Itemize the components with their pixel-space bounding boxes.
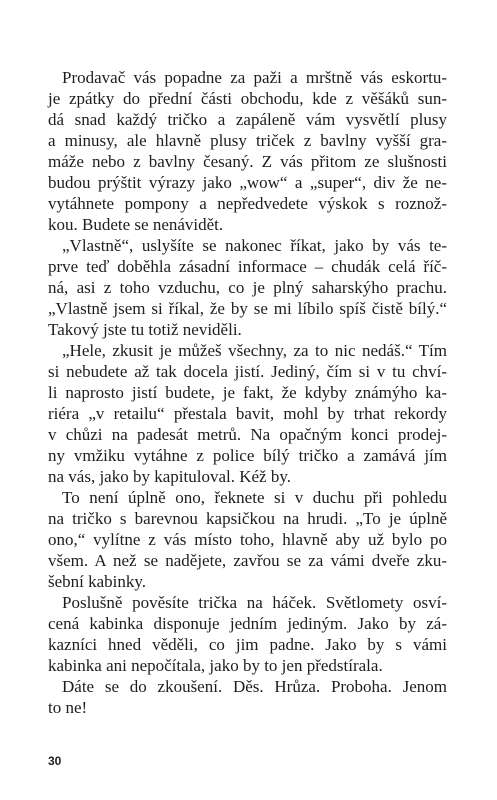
paragraph: [48, 340, 447, 487]
text-line: vytáhnete pompony a nepředvedete výskok s roznož-: [48, 194, 447, 213]
text-line: prve teď doběhla zásadní informace – chudák celá říč-: [48, 257, 447, 276]
text-line: li naprosto jistí budete, je fakt, že kdyby známýho ka-: [48, 383, 447, 402]
text-line: a minusy, ale hlavně plusy triček z bavlny vyšší gra-: [48, 131, 447, 150]
text-line: si nebudete až tak docela jistí. Jediný, čím si v tu chví-: [48, 362, 447, 381]
text-line: „Vlastně jsem si říkal, že by se mi líbilo spíš čistě bílý.“: [48, 299, 447, 318]
page-number: 30: [48, 754, 62, 768]
text-line: šební kabinky.: [48, 572, 147, 591]
text-line: kazníci hned věděli, co jim padne. Jako by s vámi: [48, 635, 447, 654]
paragraph: [48, 235, 447, 340]
text-line: „Vlastně“, uslyšíte se nakonec říkat, jako by vás te-: [62, 236, 447, 255]
text-line: Poslušně pověsíte trička na háček. Světlomety osví-: [62, 593, 447, 612]
text-line: na vás, jako by kapituloval. Kéž by.: [48, 467, 291, 486]
text-line: máže nebo z bavlny česaný. Z vás přitom ze slušnosti: [48, 152, 447, 171]
text-line: všem. A než se nadějete, zavřou se za vámi dveře zku-: [48, 551, 447, 570]
text-line: v chůzi na padesát metrů. Na opačným konci prodej-: [48, 425, 447, 444]
text-line: to ne!: [48, 698, 88, 717]
text-line: dá snad každý tričko a zapáleně vám vysvětlí plusy: [48, 110, 447, 129]
text-line: „Hele, zkusit je můžeš všechny, za to nic nedáš.“ Tím: [62, 341, 447, 360]
text-line: ná, asi z toho vzduchu, co je plný saharskýho prachu.: [48, 278, 447, 297]
paragraph: [48, 487, 447, 592]
paragraph: [48, 592, 447, 676]
text-line: budou prýštit výrazy jako „wow“ a „super“, div že ne-: [48, 173, 447, 192]
text-line: kabinka ani nepočítala, jako by to jen předstírala.: [48, 656, 383, 675]
text-line: cená kabinka disponuje jedním jediným. Jako by zá-: [48, 614, 447, 633]
paragraph: [48, 67, 447, 235]
text-line: je zpátky do přední části obchodu, kde z věšáků sun-: [48, 89, 447, 108]
text-line: ny vmžiku vytáhne z police bílý tričko a zamává jím: [48, 446, 447, 465]
text-line: ono,“ vylítne z vás místo toho, hlavně aby už bylo po: [48, 530, 447, 549]
text-line: riéra „v retailu“ přestala bavit, mohl by trhat rekordy: [48, 404, 447, 423]
paragraph: [48, 676, 447, 718]
text-line: Prodavač vás popadne za paži a mrštně vás eskortu-: [62, 68, 447, 87]
text-line: kou. Budete se nenávidět.: [48, 215, 224, 234]
text-line: Dáte se do zkoušení. Děs. Hrůza. Proboha. Jenom: [62, 677, 447, 696]
text-line: To není úplně ono, řeknete si v duchu při pohledu: [62, 488, 447, 507]
body-text: [48, 67, 447, 718]
text-line: na tričko s barevnou kapsičkou na hrudi. „To je úplně: [48, 509, 447, 528]
text-line: Takový jste tu totiž neviděli.: [48, 320, 242, 339]
